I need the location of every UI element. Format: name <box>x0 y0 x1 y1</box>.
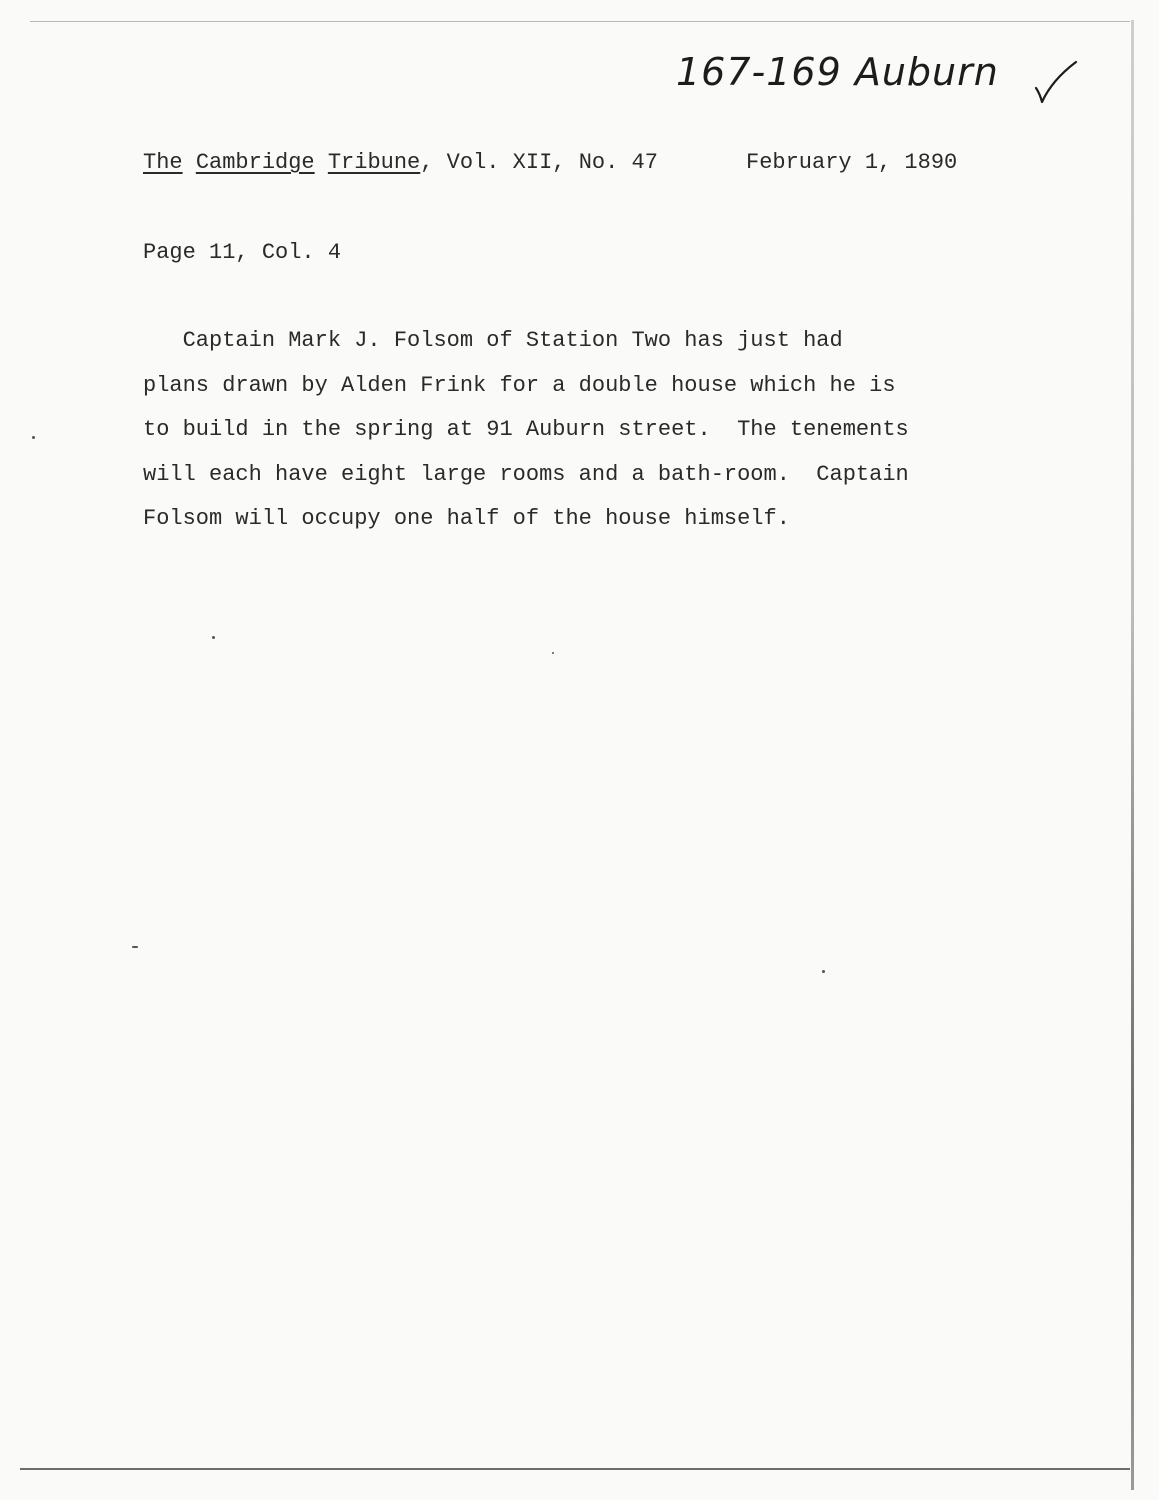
page-column-reference: Page 11, Col. 4 <box>143 240 342 265</box>
paper-speck <box>132 946 138 948</box>
right-edge-shadow <box>1131 20 1134 1490</box>
newspaper-title-word-3: Tribune <box>327 150 421 175</box>
paper-speck <box>212 636 215 639</box>
article-line: plans drawn by Alden Frink for a double house which he is <box>143 372 896 398</box>
article-line: will each have eight large rooms and a bath-room. Captain <box>143 461 909 487</box>
issue-number: , Vol. XII, No. 47 <box>420 150 658 175</box>
citation-header <box>143 150 658 175</box>
article-text <box>143 325 973 548</box>
publication-date: February 1, 1890 <box>746 150 958 175</box>
paper-speck <box>822 970 825 973</box>
handwritten-address-note: 167-169 Auburn <box>676 50 999 94</box>
bottom-edge-line <box>20 1468 1130 1470</box>
article-line: to build in the spring at 91 Auburn street. The tenements <box>143 417 909 442</box>
newspaper-title-word-2: Cambridge <box>195 150 315 175</box>
paper-speck <box>552 652 554 654</box>
top-edge-line <box>30 21 1130 22</box>
check-mark-icon <box>1030 58 1080 108</box>
article-line: Captain Mark J. Folsom of Station Two has just had <box>143 328 843 353</box>
newspaper-title-word-1: The <box>143 150 183 175</box>
article-line: Folsom will occupy one half of the house himself. <box>143 506 790 531</box>
paper-speck <box>32 436 35 439</box>
